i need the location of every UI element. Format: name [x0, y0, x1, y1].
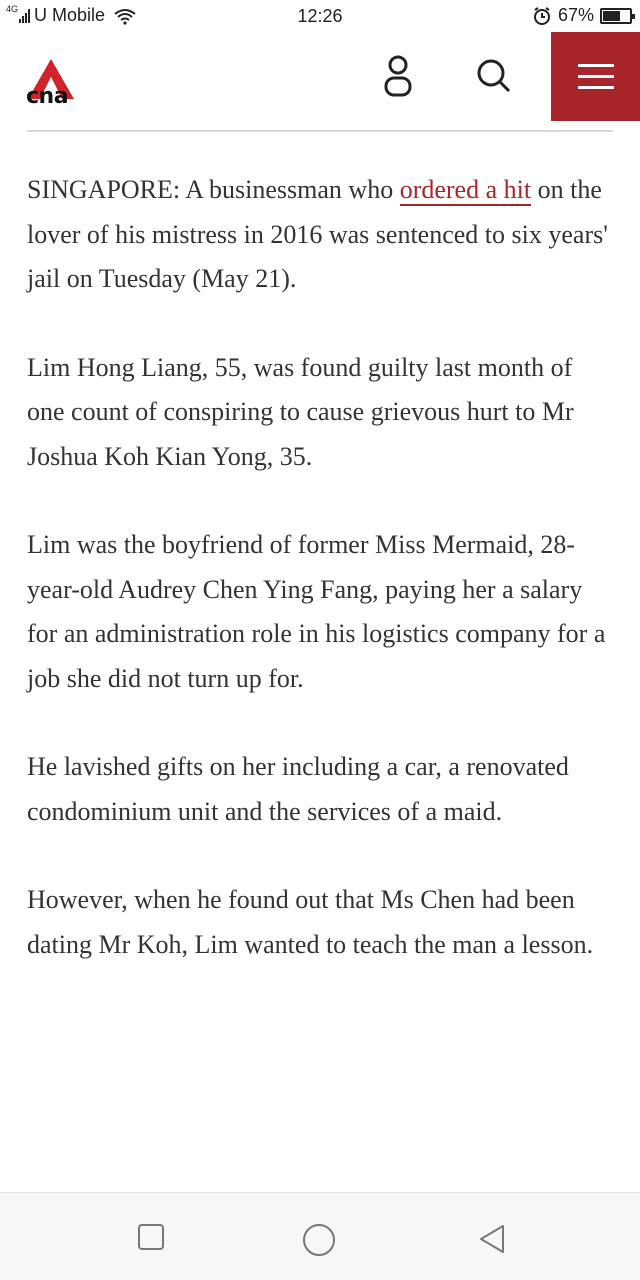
- status-time: 12:26: [297, 6, 343, 26]
- battery-icon: [600, 8, 632, 24]
- battery-tip: [632, 14, 635, 19]
- status-bar: [0, 0, 640, 32]
- article-paragraph: Lim Hong Liang, 55, was found guilty last month of one count of conspiring to cause grievous hurt to Mr Joshua Koh Kian Yong, 35.: [27, 352, 574, 471]
- article-body: [27, 168, 613, 1011]
- user-icon[interactable]: [380, 54, 416, 98]
- header-divider: [27, 130, 613, 132]
- article-paragraph: He lavished gifts on her including a car, a renovated condominium unit and the services of a maid.: [27, 752, 569, 826]
- home-icon[interactable]: [302, 1223, 336, 1257]
- site-header: [0, 32, 640, 132]
- search-icon[interactable]: [474, 56, 514, 96]
- paragraph-text: SINGAPORE: A businessman who: [27, 175, 400, 204]
- article-paragraph: [27, 168, 613, 302]
- back-icon[interactable]: [478, 1223, 506, 1255]
- status-right: [532, 5, 632, 26]
- recent-apps-icon[interactable]: [137, 1223, 165, 1251]
- article-paragraph: Lim was the boyfriend of former Miss Mermaid, 28-year-old Audrey Chen Ying Fang, paying her a salary for an administration role in his logistics company for a job she did not turn up for.: [27, 530, 606, 693]
- alarm-icon: [532, 6, 552, 26]
- menu-icon: [578, 64, 614, 67]
- menu-button[interactable]: [551, 32, 640, 121]
- logo-text[interactable]: cna: [26, 84, 69, 109]
- network-badge: 4G: [6, 4, 19, 14]
- ordered-a-hit-link[interactable]: ordered a hit: [399, 175, 532, 204]
- battery-fill: [603, 11, 620, 21]
- carrier-name: U Mobile: [34, 5, 106, 25]
- paragraph-text: on the lover of his mistress in 2016 was sentenced to six years' jail on Tuesday (May 21).: [27, 175, 608, 293]
- battery-percent: 67%: [557, 5, 594, 25]
- article-paragraph: However, when he found out that Ms Chen had been dating Mr Koh, Lim wanted to teach the man a lesson.: [27, 885, 594, 959]
- system-nav-bar: [0, 1192, 640, 1280]
